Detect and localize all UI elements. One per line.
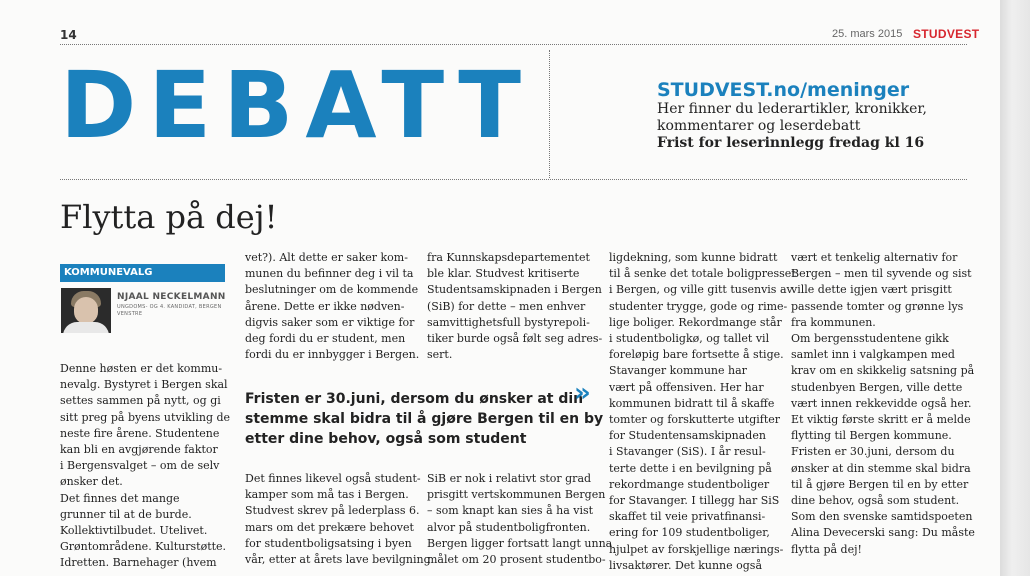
text-line: ville dette igjen vært prisgitt [791, 283, 952, 297]
body-column-1 [60, 361, 230, 572]
text-line: Fristen er 30.juni, dersom du [791, 445, 955, 459]
text-line: flytting til Bergen kommune. [791, 429, 952, 443]
text-line: rekordmange studentboliger [609, 477, 770, 491]
text-line: ble klar. Studvest kritiserte [427, 267, 580, 281]
text-line: kamper som må tas i Bergen. [245, 488, 409, 502]
body-column-3-top [427, 250, 602, 363]
text-line: i Bergen, og ville gitt tusenvis av [609, 283, 793, 297]
text-line: Om bergensstudentene gikk [791, 332, 949, 346]
text-line: terte dette i en bevilgning på [609, 461, 772, 475]
text-line: samlet inn i valgkampen med [791, 348, 955, 362]
text-line: årene. Dette er ikke nødven- [245, 299, 405, 313]
text-line: Studentsamskipnaden i Bergen [427, 283, 602, 297]
text-line: kommunen bidratt til å skaffe [609, 396, 775, 410]
brand-logo-text: STUDVEST [913, 27, 980, 41]
text-line: grunner til at de burde. [60, 507, 192, 521]
top-divider [60, 44, 967, 45]
text-line: Fristen er 30.juni, dersom du ønsker at din [245, 391, 584, 407]
masthead-divider [549, 50, 550, 178]
author-name: NJAAL NECKELMANN [117, 292, 226, 302]
text-line: etter dine behov, også som student [245, 431, 527, 447]
text-line: beslutninger om de kommende [245, 283, 419, 297]
text-line: fra kommunen. [791, 315, 876, 329]
text-line: Idretten. Barnehager (hvem [60, 556, 217, 570]
text-line: fordi du er innbygger i Bergen. [245, 348, 420, 362]
text-line: for Studentensamskipnaden [609, 429, 766, 443]
article-headline: Flytta på dej! [60, 198, 278, 236]
text-line: Stavanger kommune har [609, 364, 747, 378]
web-box-line-2: kommentarer og leserdebatt [657, 118, 861, 134]
text-line: vært et tenkelig alternativ for [791, 251, 958, 264]
text-line: samvittighetsfull bystyrepoli- [427, 315, 590, 329]
text-line: tomter og forskutterte utgifter [609, 413, 781, 427]
text-line: Det finnes likevel også student- [245, 472, 421, 485]
text-line: Alina Devecerski sang: Du måste [791, 526, 975, 540]
text-line: Det finnes det mange [60, 491, 180, 505]
text-line: sert. [427, 348, 453, 362]
text-line: Grøntområdene. Kulturstøtte. [60, 540, 227, 554]
text-line: alvor på studentboligfronten. [427, 520, 591, 534]
web-link[interactable]: STUDVEST.no/meninger [657, 79, 910, 101]
text-line: studenter trygge, gode og rime- [609, 299, 788, 313]
text-line: mars om det prekære behovet [245, 520, 414, 534]
text-line: prisgitt vertskommunen Bergen [427, 488, 606, 502]
text-line: settes sammen på nytt, og gi [60, 394, 221, 408]
text-line: ønsker det. [60, 475, 123, 489]
author-photo [61, 288, 111, 333]
text-line: hjulpet av forskjellige nærings- [609, 542, 784, 556]
quote-icon: » [574, 378, 591, 408]
text-line: – som knapt kan sies å ha vist [427, 504, 594, 518]
pull-quote [245, 389, 603, 449]
web-box-deadline: Frist for leserinnlegg fredag kl 16 [657, 135, 925, 151]
page-number: 14 [60, 28, 77, 42]
text-line: (SiB) for dette – men enhver [427, 299, 586, 313]
text-line: Bergen ligger fortsatt langt unna [427, 536, 613, 550]
text-line: deg fordi du er student, men [245, 332, 406, 346]
text-line: Et viktig første skritt er å melde [791, 413, 971, 427]
text-line: dine behov, også som student. [791, 494, 960, 508]
category-label: KOMMUNEVALG [64, 267, 153, 278]
text-line: livsaktører. Det kunne også [609, 558, 763, 572]
text-line: målet om 20 prosent studentbo- [427, 553, 606, 567]
text-line: Som den svenske samtidspoeten [791, 510, 973, 524]
page-edge [1000, 0, 1030, 576]
body-column-2-bottom [245, 471, 431, 568]
body-column-5 [791, 250, 975, 558]
web-box-line-1: Her finner du lederartikler, kronikker, [657, 101, 927, 117]
text-line: for Stavanger. I tillegg har SiS [609, 494, 780, 508]
text-line: sitt preg på byens utvikling de [60, 410, 231, 424]
text-line: neste fire årene. Studentene [60, 426, 220, 440]
text-line: krav om en skikkelig satsning på [791, 364, 975, 378]
masthead-bottom-divider [60, 179, 967, 180]
text-line: vært på offensiven. Her har [609, 380, 764, 394]
text-line: Studvest skrev på lederplass 6. [245, 504, 420, 518]
text-line: i studentboligkø, og tallet vil [609, 332, 770, 346]
text-line: for studentboligsatsing i byen [245, 536, 412, 550]
text-line: passende tomter og grønne lys [791, 299, 964, 313]
text-line: til å gjøre Bergen til en by etter [791, 477, 969, 491]
text-line: Kollektivtilbudet. Utelivet. [60, 524, 208, 538]
body-column-4 [609, 250, 796, 574]
text-line: nevalg. Bystyret i Bergen skal [60, 378, 228, 392]
text-line: munen du befinner deg i vil ta [245, 267, 414, 281]
text-line: vet?). Alt dette er saker kom- [245, 251, 408, 264]
text-line: ligdekning, som kunne bidratt [609, 251, 778, 264]
text-line: fra Kunnskapsdepartementet [427, 251, 590, 264]
text-line: flytta på dej! [791, 542, 862, 556]
text-line: vært innen rekkevidde også her. [791, 396, 972, 410]
text-line: Denne høsten er det kommu- [60, 362, 223, 375]
text-line: ering for 109 studentboliger, [609, 526, 770, 540]
text-line: i Stavanger (SiS). I år resul- [609, 445, 766, 459]
text-line: tiker burde også følt seg adres- [427, 332, 603, 346]
text-line: ønsker at din stemme skal bidra [791, 461, 971, 475]
text-line: studenbyen Bergen, ville dette [791, 380, 963, 394]
text-line: vår, etter at årets lave bevilgning [245, 553, 431, 567]
text-line: SiB er nok i relativt stor grad [427, 472, 592, 485]
text-line: lige boliger. Rekordmange står [609, 315, 782, 329]
body-column-3-bottom [427, 471, 612, 568]
text-line: i Bergensvalget – om de selv [60, 459, 220, 473]
section-title: DEBATT [60, 52, 534, 159]
text-line: Bergen – men til syvende og sist [791, 267, 972, 281]
text-line: foreløpig bare fortsette å stige. [609, 348, 784, 362]
text-line: skaffet til veie privatfinansi- [609, 510, 766, 524]
issue-date: 25. mars 2015 [832, 28, 903, 40]
text-line: digvis saker som er viktige for [245, 315, 415, 329]
body-column-2-top [245, 250, 419, 363]
text-line: stemme skal bidra til å gjøre Bergen til en by [245, 411, 604, 427]
text-line: til å senke det totale boligpresset [609, 267, 796, 281]
author-description: UNGDOMS- OG 4. KANDIDAT, BERGEN VENSTRE [117, 304, 222, 317]
text-line: kan bli en avgjørende faktor [60, 443, 218, 457]
